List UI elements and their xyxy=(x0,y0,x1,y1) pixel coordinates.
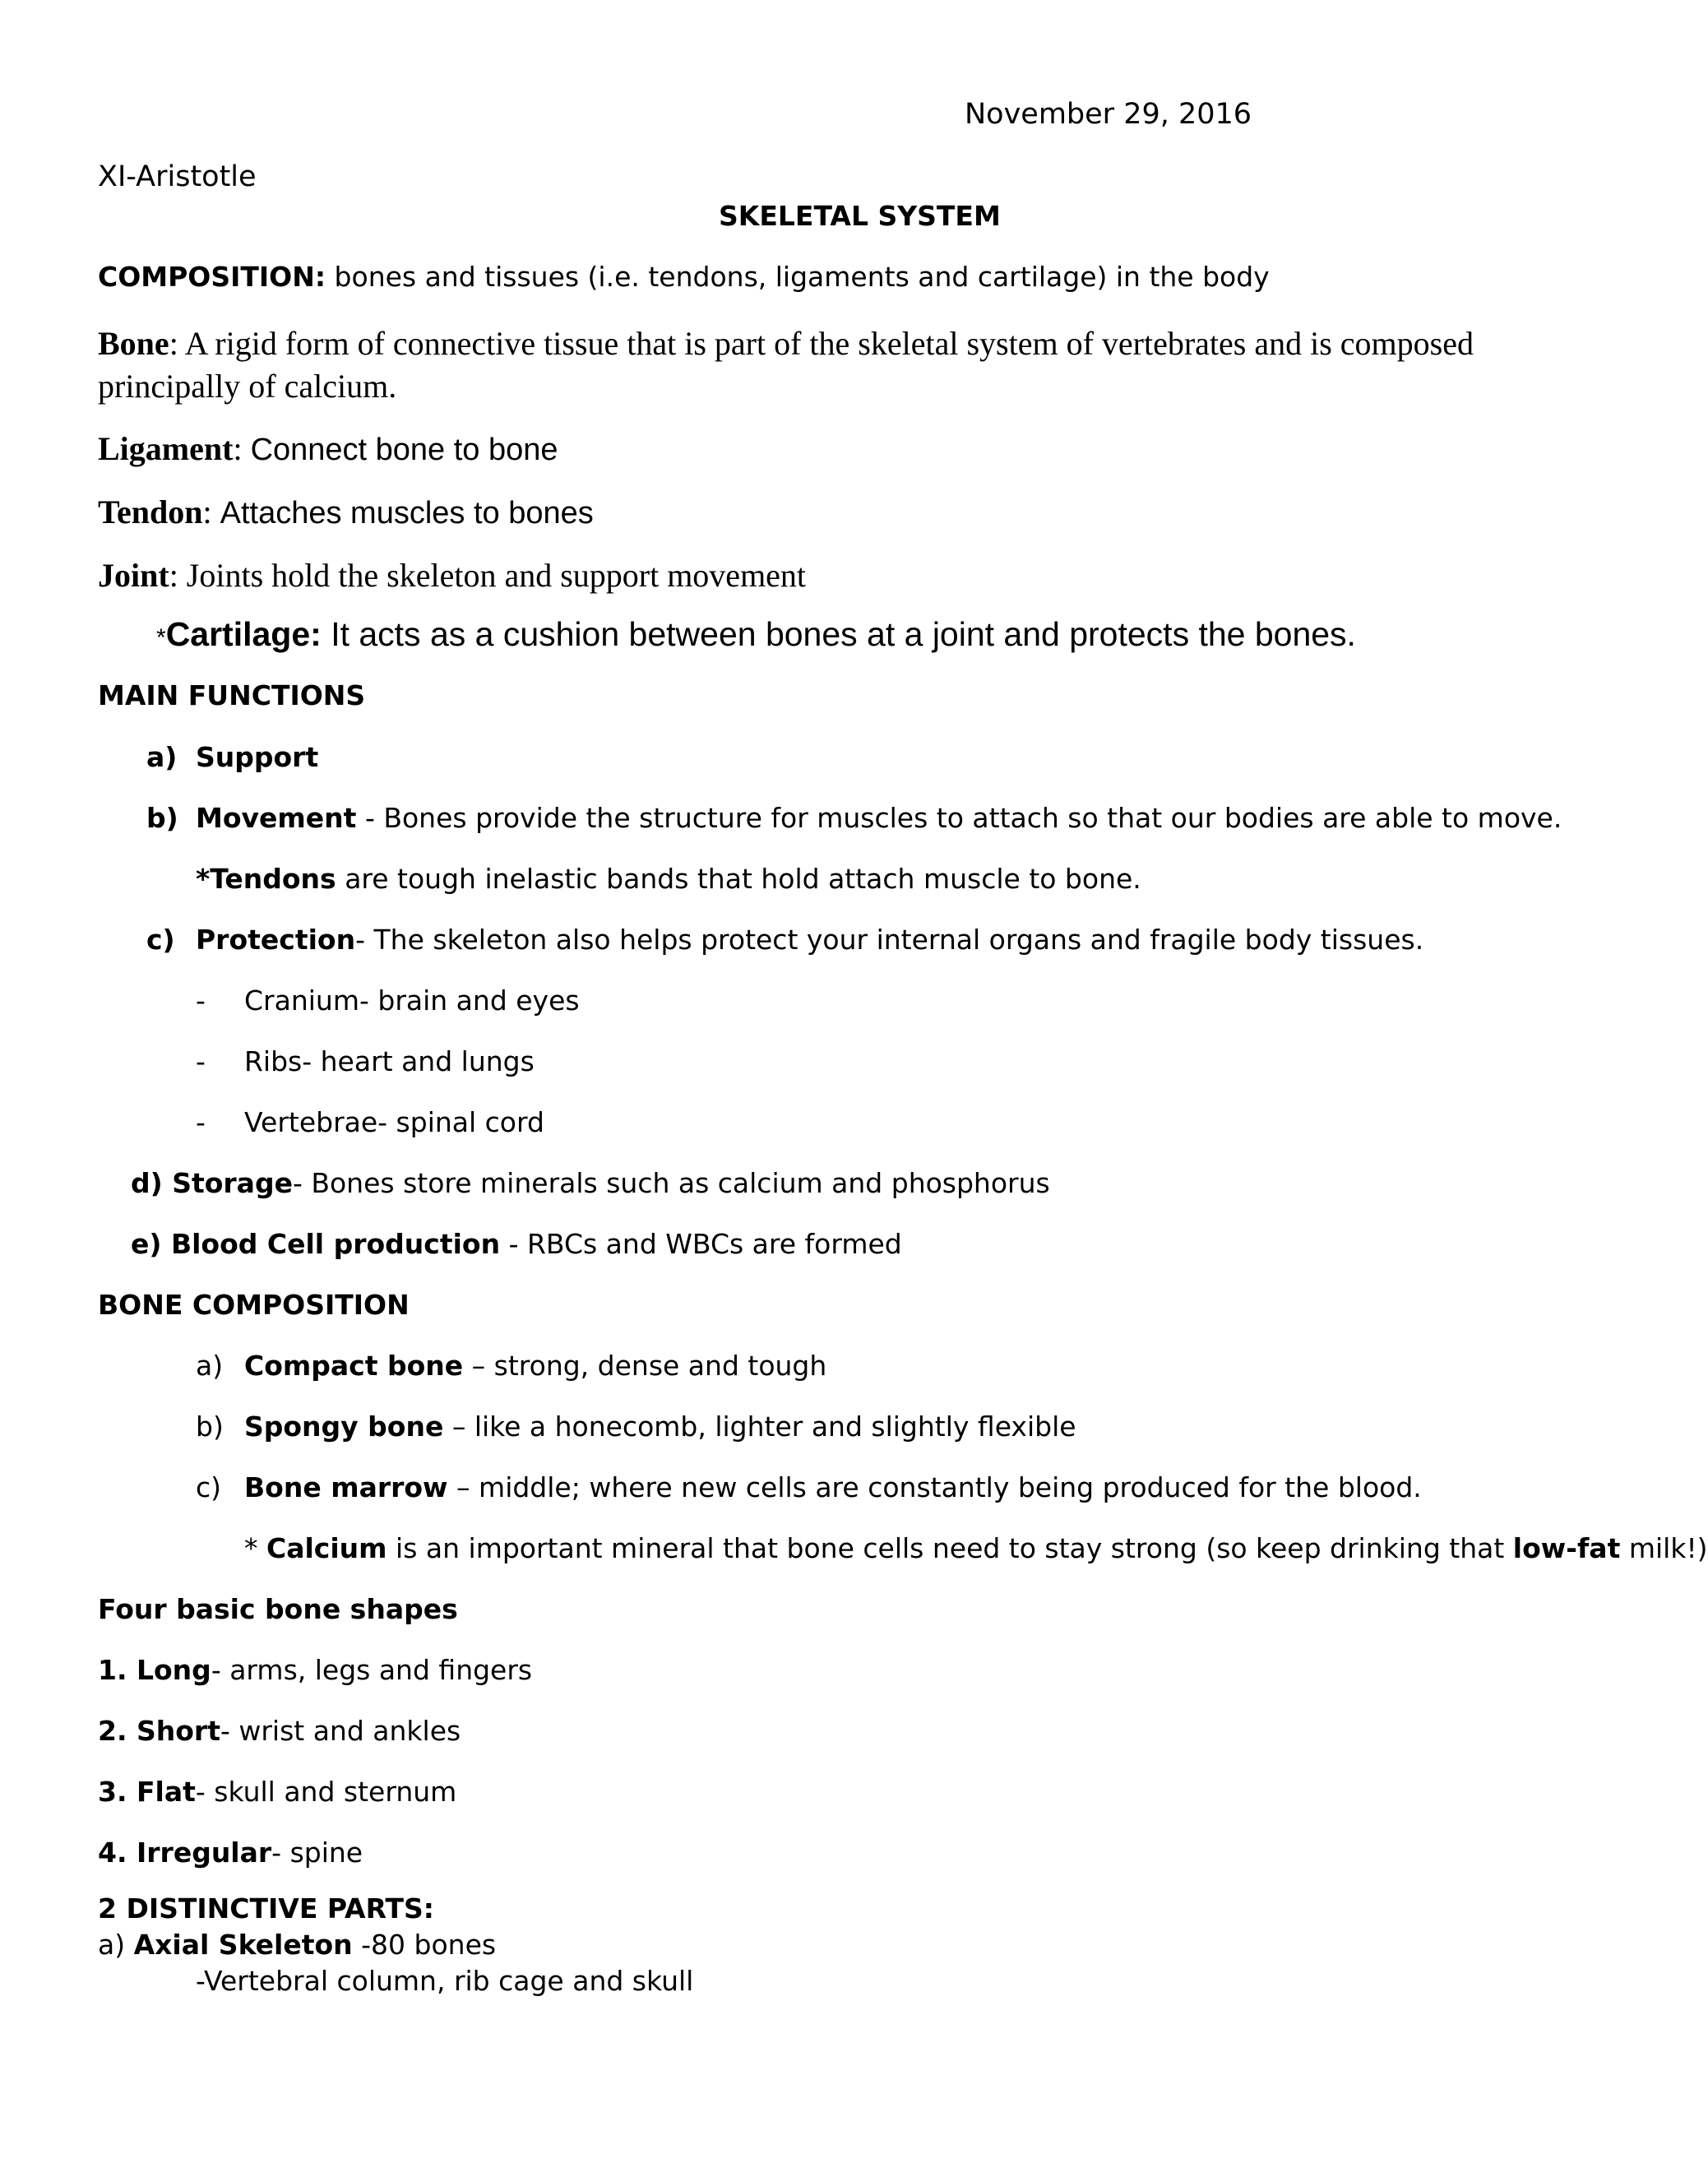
ligament-term: Ligament xyxy=(98,430,234,467)
composition-line xyxy=(98,262,1270,293)
composition-item-term: Compact bone xyxy=(244,1350,464,1382)
tendons-note-text: are tough inelastic bands that hold attach muscle to bone. xyxy=(336,863,1141,895)
bone-definition-line1 xyxy=(98,325,1474,363)
calcium-text-1: is an important mineral that bone cells need to stay strong (so keep drinking that xyxy=(386,1532,1513,1564)
axial-term: Axial Skeleton xyxy=(133,1929,353,1961)
tendon-text: Attaches muscles to bones xyxy=(220,496,594,530)
joint-text: : Joints hold the skeleton and support movement xyxy=(169,557,807,594)
protection-bullet: Cranium- brain and eyes xyxy=(244,984,580,1017)
cartilage-term: Cartilage: xyxy=(165,615,322,653)
page-title: SKELETAL SYSTEM xyxy=(719,200,1001,232)
composition-item-marker: b) xyxy=(196,1410,224,1443)
shape-item xyxy=(98,1655,532,1686)
ligament-definition xyxy=(98,430,558,469)
calcium-note xyxy=(244,1533,1708,1564)
low-fat-term: low-fat xyxy=(1512,1532,1621,1564)
main-functions-heading: MAIN FUNCTIONS xyxy=(98,679,366,711)
function-c-marker: c) xyxy=(146,924,175,956)
function-a-term: Support xyxy=(196,741,319,773)
function-d-text: - Bones store minerals such as calcium and phosphorus xyxy=(292,1167,1050,1199)
composition-item xyxy=(244,1350,826,1382)
axial-prefix: a) xyxy=(98,1929,134,1961)
function-e-text: - RBCs and WBCs are formed xyxy=(500,1228,902,1260)
joint-term: Joint xyxy=(98,557,169,594)
axial-skeleton-line xyxy=(98,1929,496,1961)
function-e-term: e) Blood Cell production xyxy=(131,1228,501,1260)
shape-text: - skull and sternum xyxy=(195,1776,457,1808)
function-b-line xyxy=(196,803,1562,834)
bone-term: Bone xyxy=(98,325,169,362)
composition-item-term: Bone marrow xyxy=(244,1471,448,1503)
function-c-term: Protection xyxy=(196,924,356,956)
composition-item xyxy=(244,1411,1076,1443)
function-d-term: d) Storage xyxy=(131,1167,293,1199)
protection-bullet-dash: - xyxy=(196,1106,206,1138)
ligament-sep: : xyxy=(233,430,251,467)
axial-skeleton-detail: -Vertebral column, rib cage and skull xyxy=(196,1965,694,1997)
class-section: XI-Aristotle xyxy=(98,160,257,193)
protection-bullet: Vertebrae- spinal cord xyxy=(244,1106,544,1138)
shape-term: 2. Short xyxy=(98,1715,220,1747)
cartilage-star: * xyxy=(156,624,166,651)
composition-item-term: Spongy bone xyxy=(244,1410,444,1443)
shape-term: 4. Irregular xyxy=(98,1837,272,1869)
composition-label: COMPOSITION: xyxy=(98,261,326,293)
protection-bullet-dash: - xyxy=(196,984,206,1017)
shape-text: - spine xyxy=(271,1837,363,1869)
joint-definition xyxy=(98,557,806,595)
shape-item xyxy=(98,1837,363,1869)
bone-definition-line2: principally of calcium. xyxy=(98,368,397,405)
bone-composition-heading: BONE COMPOSITION xyxy=(98,1289,410,1321)
tendons-note xyxy=(196,864,1141,895)
shape-item xyxy=(98,1716,461,1747)
function-c-text: - The skeleton also helps protect your internal organs and fragile body tissues. xyxy=(355,924,1424,956)
shape-term: 1. Long xyxy=(98,1654,211,1686)
tendons-note-term: *Tendons xyxy=(196,863,336,895)
cartilage-text: It acts as a cushion between bones at a joint and protects the bones. xyxy=(321,615,1356,653)
shape-term: 3. Flat xyxy=(98,1776,196,1808)
function-c-line xyxy=(196,924,1423,956)
calcium-star: * xyxy=(244,1532,266,1564)
function-b-marker: b) xyxy=(146,802,178,834)
calcium-term: Calcium xyxy=(266,1532,387,1564)
ligament-text: Connect bone to bone xyxy=(250,433,558,467)
composition-item-marker: c) xyxy=(196,1471,222,1503)
protection-bullet-dash: - xyxy=(196,1045,206,1077)
tendon-definition xyxy=(98,493,594,532)
tendon-term: Tendon xyxy=(98,493,203,530)
cartilage-definition xyxy=(156,615,1356,654)
composition-item-text: – middle; where new cells are constantly being produced for the blood. xyxy=(447,1471,1422,1503)
composition-item-text: – strong, dense and tough xyxy=(463,1350,827,1382)
composition-item-text: – like a honecomb, lighter and slightly flexible xyxy=(443,1410,1076,1443)
bone-text-1: : A rigid form of connective tissue that is part of the skeletal system of vertebrates and is composed xyxy=(169,325,1474,362)
function-b-text: - Bones provide the structure for muscles to attach so that our bodies are able to move. xyxy=(356,802,1562,834)
function-a-marker: a) xyxy=(146,741,178,773)
function-d-line xyxy=(131,1168,1050,1199)
shape-text: - arms, legs and fingers xyxy=(211,1654,533,1686)
shape-text: - wrist and ankles xyxy=(220,1715,461,1747)
tendon-sep: : xyxy=(202,493,220,530)
calcium-text-2: milk!) xyxy=(1620,1532,1708,1564)
axial-text: -80 bones xyxy=(352,1929,497,1961)
composition-item-marker: a) xyxy=(196,1350,224,1382)
composition-text: bones and tissues (i.e. tendons, ligaments and cartilage) in the body xyxy=(326,261,1270,293)
distinctive-parts-heading: 2 DISTINCTIVE PARTS: xyxy=(98,1892,434,1925)
protection-bullet: Ribs- heart and lungs xyxy=(244,1045,535,1077)
composition-item xyxy=(244,1472,1422,1503)
bone-shapes-heading: Four basic bone shapes xyxy=(98,1593,458,1625)
date: November 29, 2016 xyxy=(965,98,1252,131)
function-b-term: Movement xyxy=(196,802,357,834)
shape-item xyxy=(98,1776,456,1808)
function-e-line xyxy=(131,1229,902,1260)
